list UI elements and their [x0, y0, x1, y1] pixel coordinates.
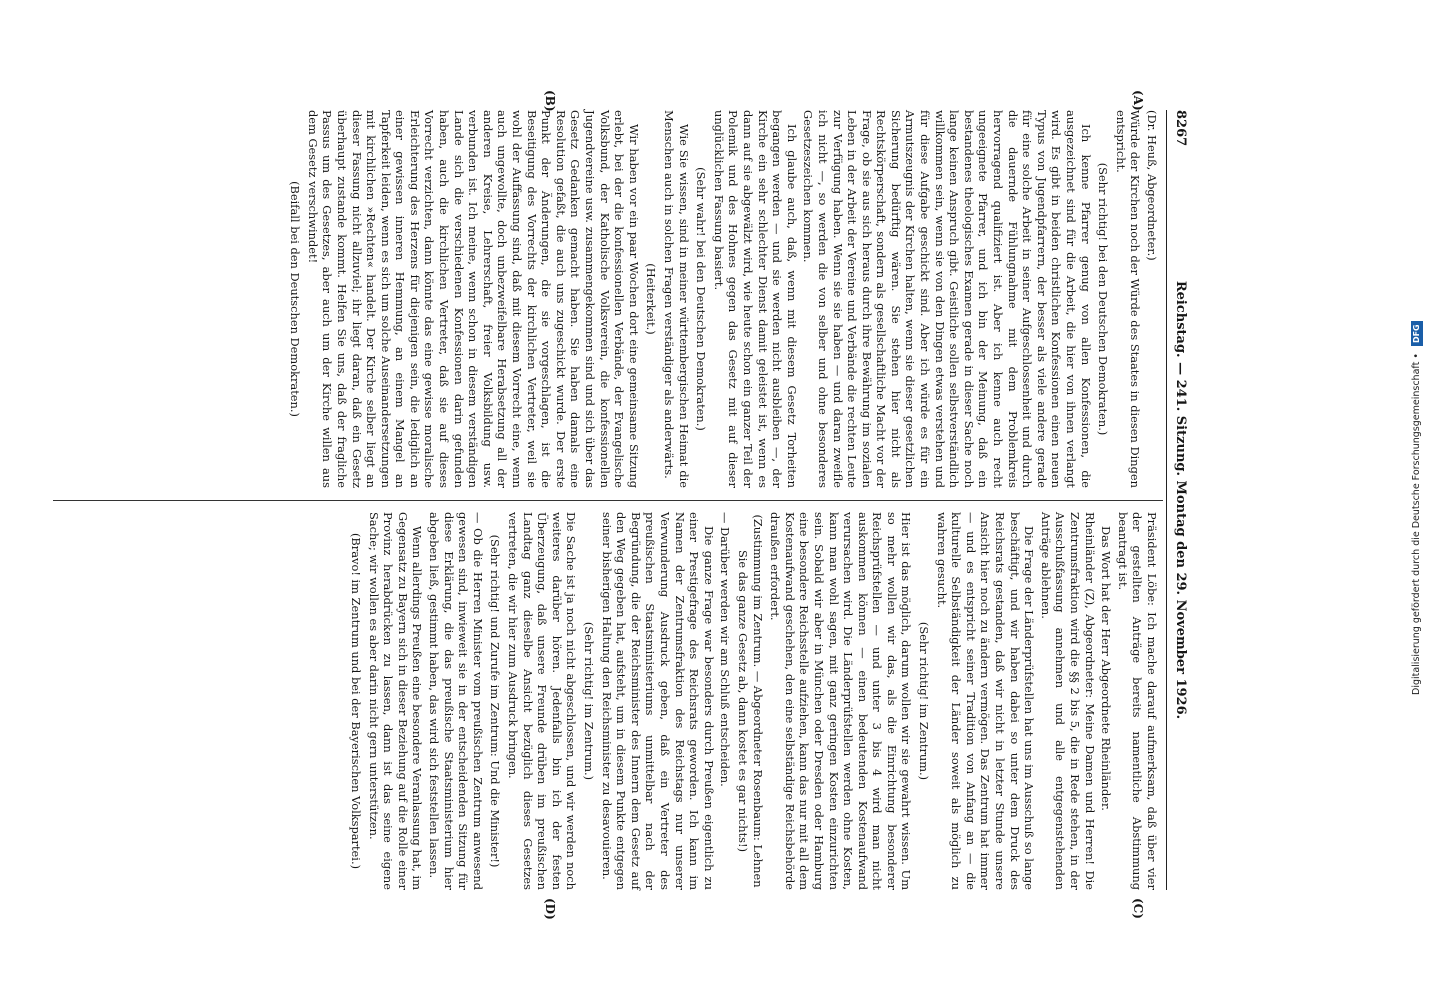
left-column-paragraph: Wir haben vor ein paar Wochen dort eine gemeinsame Sitzung erlebt, bei der die konfessionellen Verbände, der Evangelische Volksbund, der Katholische Volksverein, die konfessionellen Jugendvereine usw. zusammengekommen sind und sich über das Gesetz Gedanken gemacht haben. Sie haben damals eine Resolution gefaßt, die auch uns zugeschickt wurde. Der erste Punkt der Änderungen, die sie vorgeschlagen, ist die Beseitigung des Vorrechts der kirchlichen Vertreter, weil sie wohl der Auffassung sind, daß mit diesem Vorrecht eine, wenn auch ungewollte, doch unbezweifelbare Herabsetzung all der anderen Kreise, Lehrerschaft, freier Volksbildung usw. verbunden ist. Ich meine, wenn schon in diesem verständigen Lande sich die verschiedenen Konfessionen darin gefunden haben, auch die kirchlichen Vertreter, daß sie auf dieses Vorrecht verzichten, dann könnte das eine gewisse moralische Erleichterung des Herzens für diejenigen sein, die lediglich an einer gewissen inneren Hemmung, an einem Mangel an Tapferkeit leiden, wenn es sich um solche Auseinandersetzungen mit kirchlichen »Rechten« handelt. Der Kirche selber liegt an dieser Fassung nicht allzuviel; ihr liegt daran, daß ein Gesetz überhaupt zustande kommt. Helfen Sie uns, daß der fragliche Passus um des Gesetzes, aber auch um der Kirche willen aus dem Gesetz verschwindet! [305, 110, 641, 488]
right-column-paragraph: Die ganze Frage war besonders durch Preußen eigentlich zu einer Prestigefrage des Reichsrats geworden. Ich kann im Namen der Zentrumsfraktion des Reichstags nur unserer Verwunderung Ausdruck geben, daß ein Vertreter des preußischen Staatsministeriums unmittelbar nach der Begründung, die der Reichsminister des Innern dem Gesetz auf den Weg gegeben hat, aufsteht, um in diesem Punkte entgegen seiner bisherigen Haltung den Reichsminister zu desavouieren. [599, 512, 716, 890]
right-column-paragraph: Wenn allerdings Preußen eine besondere Veranlassung hat, im Gegensatz zu Bayern sich in dieser Beziehung auf die Rolle einer Provinz herabdrücken zu lassen, dann ist das seine eigene Sache; wir wollen es aber darin nicht gern unterstützen. [366, 512, 425, 890]
left-text-column [285, 110, 1159, 488]
left-column-paragraph: Ich glaube auch, daß, wenn mit diesem Gesetz Torheiten begangen werden — und sie werden nicht ausbleiben —, der Kirche ein sehr schlechter Dienst damit geleistet ist, wenn es dann auf sie abgewälzt wird, wie heute schon ein ganzer Teil der Polemik und des Hohnes gegen das Gesetz mit auf dieser unglücklichen Fassung basiert. [711, 110, 799, 488]
left-column-paragraph: (Dr. Heuß, Abgeordneter.) [1145, 110, 1159, 261]
right-column-paragraph: Die Frage der Länderprüfstellen hat uns im Ausschuß so lange beschäftigt, und wir haben dabei so unter dem Druck des Reichsrats gestanden, daß wir nicht in letzter Stunde unsere Ansicht hier noch zu ändern vermögen. Das Zentrum hat immer — und es entspricht seiner Tradition von Anfang an — die kulturelle Selbständigkeit der Länder soweit als möglich zu wahren gesucht. [934, 512, 1037, 890]
right-column-paragraph: Rheinländer (Z), Abgeordneter: Meine Damen und Herren! Die Zentrumsfraktion wird die §§ 2 bis 5, die in Rede stehen, in der Ausschußfassung annehmen und alle entgegenstehenden Anträge ablehnen. [1038, 512, 1097, 890]
margin-marker-d: (D) [543, 898, 557, 920]
right-column-paragraph: Hier ist das möglich, darum wollen wir sie gewahrt wissen. Um so mehr wollen wir das, als die Einrichtung besonderer Reichsprüfstellen — und unter 3 bis 4 wird man nicht auskommen können — einen bedeutenden Kostenaufwand verursachen wird. Die Länderprüfstellen werden ohne Kosten, kann man wohl sagen, mit ganz geringen Kosten einzurichten sein. Sobald wir aber in München oder Dresden oder Hamburg eine besondere Reichsstelle aufziehen, kann das nur mit all dem Kostenaufwand geschehen, den eine selbständige Reichsbehörde draußen erfordert. [768, 512, 914, 890]
right-column-paragraph: (Zustimmung im Zentrum. — Abgeordneter Rosenbaum: Lehnen Sie das ganze Gesetz ab, dann kostet es gar nichts!) [735, 514, 765, 888]
right-column-paragraph: — Darüber werden wir am Schluß entscheiden. [718, 512, 733, 787]
page-header [1166, 110, 1189, 890]
right-column-paragraph: (Sehr richtig! im Zentrum.) [917, 621, 932, 781]
dfg-logo: DFG [1411, 321, 1423, 346]
left-column-paragraph: (Sehr wahr! bei den Deutschen Demokraten.) [694, 167, 709, 431]
left-column-paragraph: (Heiterkeit.) [644, 263, 659, 335]
column-divider [53, 500, 1163, 501]
right-column-paragraph: Das Wort hat der Herr Abgeordnete Rheinländer. [1099, 526, 1114, 811]
dfg-watermark-text: Digitalisierung gefördert durch die Deutsche Forschungsgemeinschaft • [1411, 353, 1422, 695]
margin-marker-a: (A) [1131, 90, 1145, 111]
page-number: 8267 [1173, 110, 1188, 147]
right-column-paragraph: (Bravo! im Zentrum und bei der Bayerischen Volkspartei.) [349, 532, 364, 870]
right-text-column [346, 512, 1159, 890]
margin-marker-b: (B) [543, 90, 557, 112]
right-column-paragraph: (Sehr richtig! und Zurufe im Zentrum: Und die Minister!) [488, 534, 503, 868]
right-column-paragraph: — Ob die Herren Minister vom preußischen Zentrum anwesend gewesen sind, inwieweit sie in der entscheidenden Sitzung für diese Erklärung, die das preußische Staatsministerium hier abgeben ließ, gestimmt haben, das wird sich feststellen lassen. [427, 512, 485, 890]
right-column-paragraph: (Sehr richtig! im Zentrum.) [582, 621, 597, 781]
rotated-document-page [17, 70, 1197, 930]
running-title: Reichstag. — 241. Sitzung. Montag den 29. November 1926. [1173, 280, 1188, 720]
left-column-paragraph: Ich kenne Pfarrer genug von allen Konfessionen, die ausgezeichnet sind für die Arbeit, die hier von ihnen verlangt wird. Es gibt in beiden christlichen Konfessionen einen neuen Typus von Jugendpfarrern, der besser als viele andere gerade für eine solche Arbeit in seiner Aufgeschlossenheit und durch die dauernde Fühlungnahme mit dem Problemkreis hervorragend qualifiziert ist. Aber ich kenne auch recht ungeeignete Pfarrer, und ich bin der Meinung, daß ein bestandenes theologisches Examen gerade in dieser Sache noch lange keinen Anspruch gibt. Geistliche sollen selbstverständlich willkommen sein, wenn sie von den Dingen etwas verstehen und für diese Aufgabe geschickt sind. Aber ich würde es für ein Armutszeugnis der Kirchen halten, wenn sie dieser gesetzlichen Sicherung bedürftig wären. Sie stehen hier nicht als Rechtskörperschaft, sondern als gesellschaftliche Macht vor der Frage, ob sie aus sich heraus durch ihre Bewährung im sozialen Leben in der Arbeit der Vereine und Verbände die rechten Leute zur Verfügung haben. Wenn sie sie haben — und daran zweifle ich nicht —, so werden die von selber und ohne besonderes Gesetzeszeichen kommen. [801, 110, 1093, 488]
right-column-paragraph: Die Sache ist ja noch nicht abgeschlossen, und wir werden noch weiteres darüber hören. Jedenfalls bin ich der festen Überzeugung, daß unsere Freunde drüben im preußischen Landtag ganz dieselbe Ansicht bezüglich dieses Gesetzes vertreten, die wir hier zum Ausdruck bringen. [506, 512, 579, 890]
left-column-paragraph: Wie Sie wissen, sind in meiner württembergischen Heimat die Menschen auch in solchen Fragen verständiger als anderwärts. [662, 110, 691, 488]
margin-marker-c: (C) [1131, 898, 1145, 919]
dfg-watermark [1402, 5, 1432, 695]
left-column-paragraph: (Beifall bei den Deutschen Demokraten.) [288, 181, 303, 417]
right-column-paragraph: Präsident Löbe: Ich mache darauf aufmerksam, daß über vier der gestellten Anträge bereits namentliche Abstimmung beantragt ist. [1115, 512, 1159, 890]
left-column-paragraph: (Sehr richtig! bei den Deutschen Demokraten.) [1096, 162, 1111, 436]
left-column-paragraph: Würde der Kirchen noch der Würde des Staates in diesen Dingen entspricht. [1113, 110, 1143, 488]
